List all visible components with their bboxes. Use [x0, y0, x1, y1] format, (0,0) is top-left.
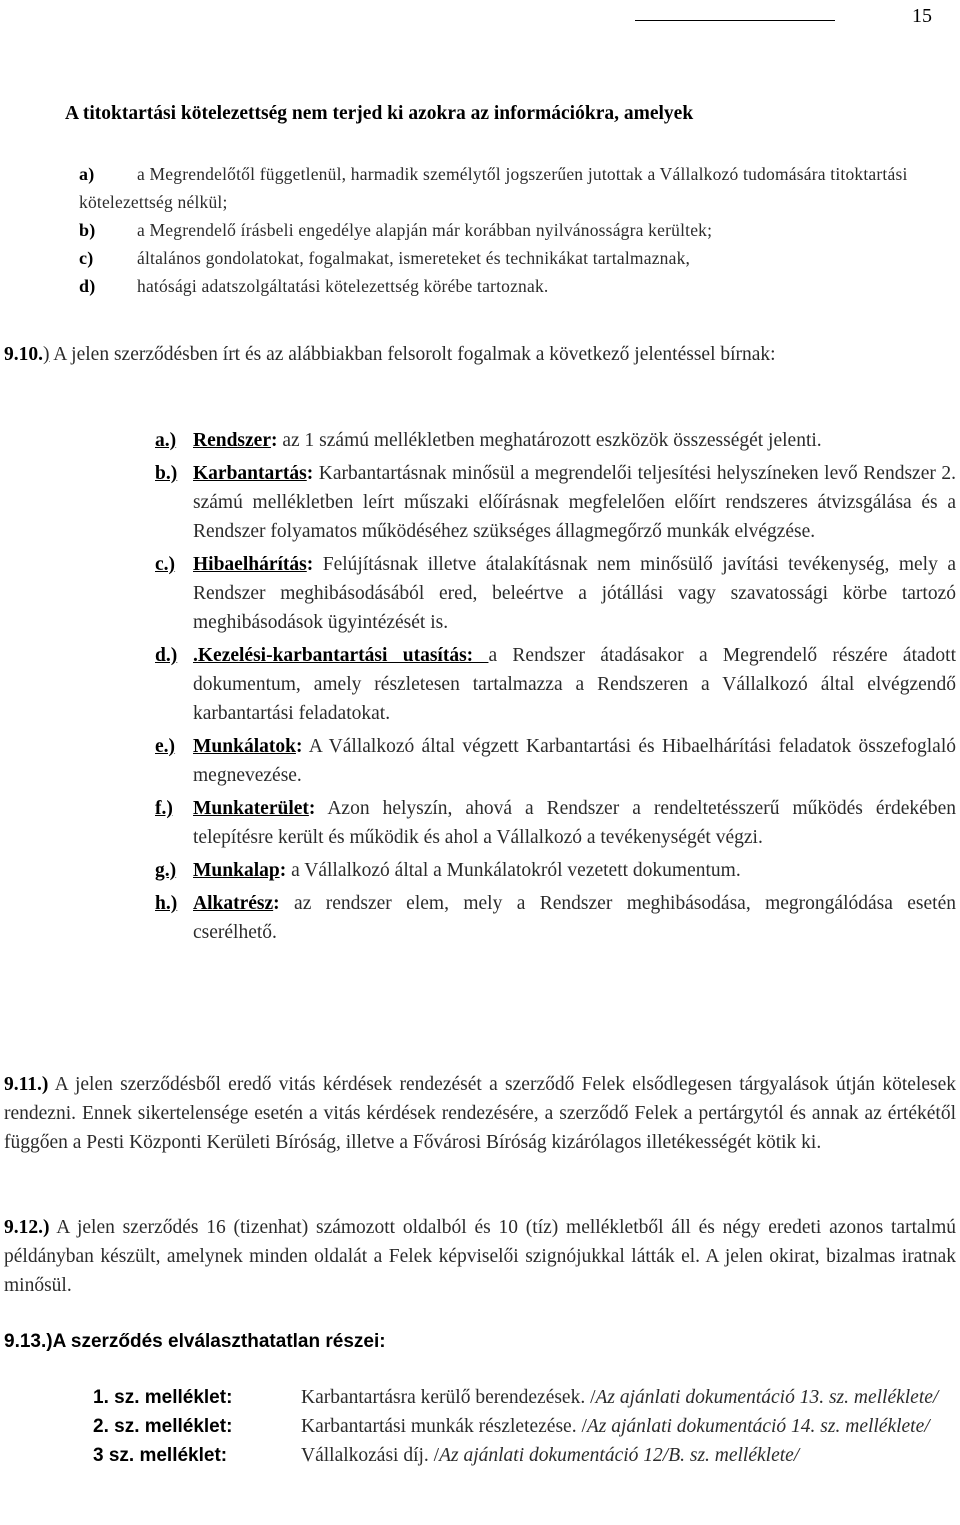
list-label: b): [79, 220, 96, 240]
definition-colon: :: [306, 463, 314, 484]
definition-term: Alkatrész: [193, 893, 274, 914]
definition-term: Munkaterület: [193, 798, 309, 819]
list-text: hatósági adatszolgáltatási kötelezettség körébe tartoznak.: [137, 276, 549, 296]
definition-item: [155, 550, 956, 637]
definition-item: [155, 732, 956, 790]
list-text: a Megrendelő írásbeli engedélye alapján már korábban nyilvánosságra kerültek;: [137, 220, 713, 240]
definition-label: a.): [155, 430, 177, 451]
definition-label: f.): [155, 798, 173, 819]
annex-reference: Az ajánlati dokumentáció 13. sz. melléklete/: [595, 1387, 939, 1408]
definition-item: [155, 641, 956, 728]
definition-text: Azon helyszín, ahová a Rendszer a rendeltetésszerű működés érdekében telepítésre került és működik és ahol a Vállalkozó a tevékenységét végzi.: [193, 798, 956, 848]
annex-reference: Az ajánlati dokumentáció 14. sz. melléklete/: [586, 1416, 930, 1437]
clause-text: A jelen szerződésben írt és az alábbiakban felsorolt fogalmak a következő jelentéssel bírnak:: [49, 344, 776, 365]
clause-text: A jelen szerződés 16 (tizenhat) számozott oldalból és 10 (tíz) mellékletből áll és négy eredeti azonos tartalmú példányban készült, amelynek minden oldalát a Felek képviselői szignójukkal látták el. A jelen okirat, bizalmas iratnak minősül.: [4, 1217, 956, 1296]
definition-text: a Rendszer átadásakor a Megrendelő részére átadott dokumentum, amely részletesen tartalmazza a Rendszeren a Vállalkozó által elvégzendő karbantartási feladatokat.: [193, 645, 956, 724]
definition-text: az rendszer elem, mely a Rendszer meghibásodása, megrongálódása esetén cserélhető.: [193, 893, 956, 943]
definition-colon: :: [295, 736, 303, 757]
definition-text: A Vállalkozó által végzett Karbantartási és Hibaelhárítási feladatok összefoglaló megnevezése.: [193, 736, 956, 786]
definition-colon: :: [273, 893, 280, 914]
definition-item: [155, 856, 956, 885]
list-text: a Megrendelőtől függetlenül, harmadik személytől jogszerűen jutottak a Vállalkozó tudomására titoktartási kötelezettség nélkül;: [79, 164, 908, 212]
clause-9-12: [4, 1213, 956, 1300]
clause-number: 9.12.): [4, 1217, 50, 1238]
definition-item: [155, 794, 956, 852]
list-label: c): [79, 248, 94, 268]
clause-text: A jelen szerződésből eredő vitás kérdések rendezését a szerződő Felek elsődlegesen tárgyalások útján kötelesek rendezni. Ennek sikertelensége esetén a vitás kérdések rendezésére, a szerződő Felek a pertárgytól és annak az értékétől függően a Pesti Központi Kerületi Bíróság, illetve a Fővárosi Bíróság kizárólagos illetékességét kötik ki.: [4, 1074, 956, 1153]
definition-colon: :: [308, 798, 316, 819]
definition-item: [155, 889, 956, 947]
annex-text: Vállalkozási díj. /: [301, 1445, 440, 1466]
clause-9-13-heading: 9.13.)A szerződés elválaszthatatlan részei:: [4, 1331, 386, 1352]
definition-colon: :: [306, 554, 314, 575]
definition-label: b.): [155, 463, 178, 484]
annex-item: [93, 1383, 958, 1412]
annex-label: 2. sz. melléklet:: [93, 1416, 233, 1437]
exception-item-b: [79, 216, 959, 244]
list-label: d): [79, 276, 96, 296]
clause-9-10: [4, 340, 956, 369]
annex-text: Karbantartásra kerülő berendezések. /: [301, 1387, 596, 1408]
definition-label: d.): [155, 645, 178, 666]
exception-item-c: [79, 244, 959, 272]
definition-label: e.): [155, 736, 176, 757]
definitions-list: [155, 426, 956, 951]
exceptions-list: [79, 160, 959, 300]
exception-item-a: [79, 160, 959, 216]
definition-colon: :: [270, 430, 278, 451]
list-label: a): [79, 164, 95, 184]
annex-label: 3 sz. melléklet:: [93, 1445, 228, 1466]
annex-text: Karbantartási munkák részletezése. /: [301, 1416, 587, 1437]
definition-text: a Vállalkozó által a Munkálatokról vezetett dokumentum.: [286, 860, 741, 881]
annex-item: [93, 1441, 958, 1470]
list-text: általános gondolatokat, fogalmakat, ismereteket és technikákat tartalmaznak,: [137, 248, 691, 268]
definition-text: az 1 számú mellékletben meghatározott eszközök összességét jelenti.: [277, 430, 822, 451]
definition-term: .Kezelési-karbantartási utasítás:: [193, 645, 489, 666]
annex-list: [93, 1383, 958, 1470]
clause-number: 9.11.): [4, 1074, 49, 1095]
definition-item: [155, 426, 956, 455]
definition-term: Rendszer: [193, 430, 271, 451]
annex-item: [93, 1412, 958, 1441]
definition-colon: :: [279, 860, 287, 881]
clause-number: 9.10.: [4, 344, 43, 365]
definition-text: Karbantartásnak minősül a megrendelői teljesítési helyszíneken levő Rendszer 2. számú mellékletben leírt műszaki előírásnak megfelelően előírt rendszeres átvizsgálása és a Rendszer folyamatos működéséhez szükséges állagmegőrző munkák elvégzése.: [193, 463, 956, 542]
definition-text: Felújításnak illetve átalakításnak nem minősülő javítási tevékenység, mely a Rendszer meghibásodásából ered, beleértve a jótállási vagy szavatossági körbe tartozó meghibásodások ügyintézését is.: [193, 554, 956, 633]
definition-term: Hibaelhárítás: [193, 554, 307, 575]
definition-label: c.): [155, 554, 176, 575]
definition-term: Karbantartás: [193, 463, 307, 484]
definition-term: Munkalap: [193, 860, 280, 881]
section-heading: A titoktartási kötelezettség nem terjed ki azokra az információkra, amelyek: [65, 103, 694, 124]
page-number: 15: [912, 5, 932, 27]
annex-reference: Az ajánlati dokumentáció 12/B. sz. melléklete/: [439, 1445, 800, 1466]
definition-item: [155, 459, 956, 546]
clause-paren: ): [43, 344, 50, 365]
annex-label: 1. sz. melléklet:: [93, 1387, 233, 1408]
clause-9-11: [4, 1070, 956, 1157]
definition-label: h.): [155, 893, 178, 914]
definition-term: Munkálatok: [193, 736, 296, 757]
header-rule: [635, 20, 835, 21]
definition-label: g.): [155, 860, 177, 881]
exception-item-d: [79, 272, 959, 300]
